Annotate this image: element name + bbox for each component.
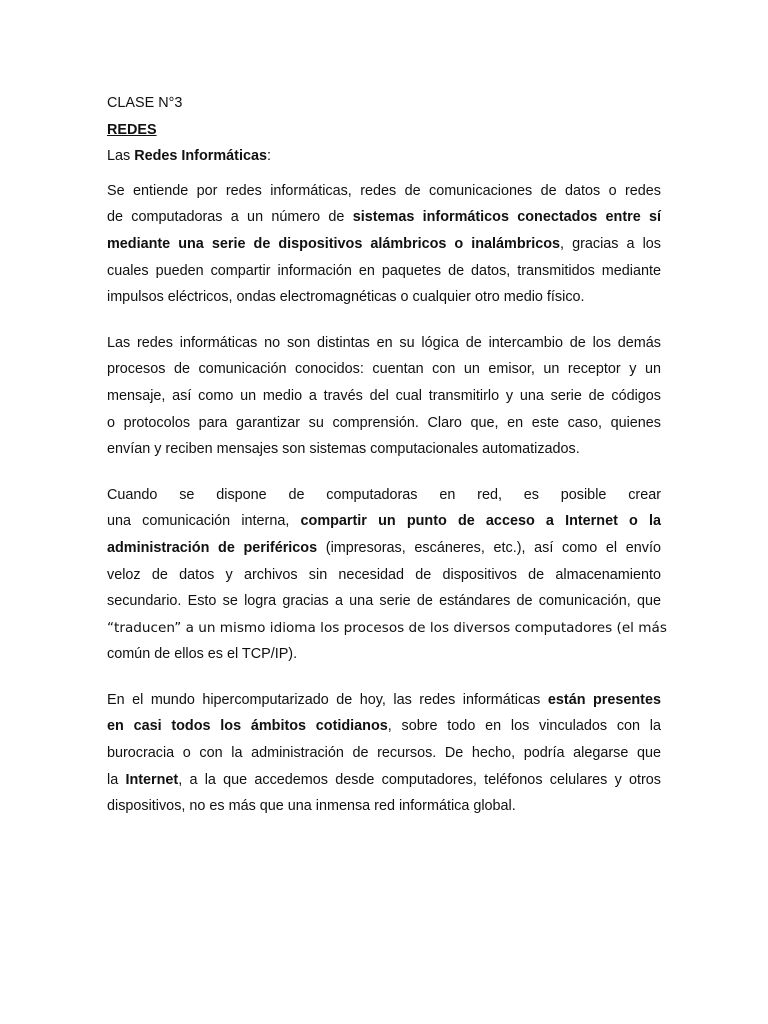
text-segment: de computadoras a un número de: [107, 209, 353, 226]
text-line: [107, 231, 661, 258]
text-segment: impulsos eléctricos, ondas electromagnéticas o cualquier otro medio físico.: [107, 289, 585, 306]
subtitle: [107, 143, 661, 170]
text-line: [107, 535, 661, 562]
class-label: CLASE N°3: [107, 95, 183, 111]
text-line: [107, 383, 661, 410]
text-line: [107, 713, 661, 740]
text-segment: Las redes informáticas no son distintas en su lógica de intercambio de los demás: [107, 334, 661, 351]
text-segment: Se entiende por redes informáticas, redes de comunicaciones de datos o redes: [107, 182, 661, 199]
bold-text: sistemas informáticos conectados entre sí: [352, 209, 661, 226]
text-segment: una comunicación interna,: [107, 513, 301, 530]
text-line: [107, 615, 667, 642]
bold-text: administración de periféricos: [107, 539, 318, 556]
paragraph: [107, 482, 667, 668]
text-segment: secundario. Esto se logra gracias a una serie de estándares de comunicación, que: [107, 593, 661, 610]
text-line: [107, 687, 661, 714]
text-line: [107, 588, 661, 615]
subtitle-prefix: Las: [107, 148, 135, 165]
text-segment: burocracia o con la administración de recursos. De hecho, podría alegarse que: [107, 745, 661, 762]
text-line: [107, 767, 661, 794]
text-segment: , a la que accedemos desde computadores, teléfonos celulares y otros: [178, 771, 662, 788]
text-line: [107, 562, 661, 589]
text-segment: mensaje, así como un medio a través del cual transmitirlo y una serie de códigos: [107, 387, 661, 404]
paragraph: [107, 178, 661, 311]
text-segment: procesos de comunicación conocidos: cuentan con un emisor, un receptor y un: [107, 361, 661, 378]
subtitle-suffix: :: [266, 148, 271, 165]
text-line: [107, 641, 661, 668]
section-title: REDES: [107, 121, 157, 138]
text-segment: (impresoras, escáneres, etc.), así como el envío: [317, 539, 662, 556]
text-line: [107, 793, 661, 820]
text-segment: dispositivos, no es más que una inmensa red informática global.: [107, 798, 516, 815]
bold-text: compartir un punto de acceso a Internet o la: [300, 513, 662, 530]
text-line: [107, 258, 661, 285]
text-segment: En el mundo hipercomputarizado de hoy, las redes informáticas: [107, 691, 548, 708]
body-paragraphs: [107, 178, 667, 820]
text-line: [107, 330, 661, 357]
text-line: [107, 740, 661, 767]
text-segment: veloz de datos y archivos sin necesidad de dispositivos de almacenamiento: [107, 566, 661, 583]
text-line: [107, 410, 661, 437]
text-segment: envían y reciben mensajes son sistemas computacionales automatizados.: [107, 441, 580, 458]
text-line: [107, 508, 661, 535]
text-segment: la: [107, 771, 126, 788]
paragraph: [107, 330, 661, 463]
text-line: [107, 356, 661, 383]
text-segment: “traducen” a un mismo idioma los procesos de los diversos computadores (el más: [107, 619, 667, 636]
text-segment: , gracias a los: [560, 235, 661, 252]
text-segment: común de ellos es el TCP/IP).: [107, 646, 298, 663]
text-segment: cuales pueden compartir información en paquetes de datos, transmitidos mediante: [107, 262, 661, 279]
bold-text: mediante una serie de dispositivos alámbricos o inalámbricos: [107, 235, 561, 252]
bold-text: están presentes: [547, 691, 661, 708]
text-line: [107, 482, 661, 509]
bold-text: en casi todos los ámbitos cotidianos: [107, 718, 388, 735]
paragraph: [107, 687, 661, 820]
text-segment: o protocolos para garantizar su comprensión. Claro que, en este caso, quienes: [107, 414, 661, 431]
text-line: [107, 436, 661, 463]
text-line: [107, 284, 661, 311]
text-line: [107, 178, 661, 205]
text-segment: , sobre todo en los vinculados con la: [387, 718, 661, 735]
bold-text: Internet: [125, 771, 179, 788]
text-line: [107, 204, 661, 231]
document-page: [107, 90, 667, 820]
subtitle-bold: Redes Informáticas: [134, 148, 267, 165]
text-segment: Cuando se dispone de computadoras en red, es posible crear: [107, 486, 661, 503]
